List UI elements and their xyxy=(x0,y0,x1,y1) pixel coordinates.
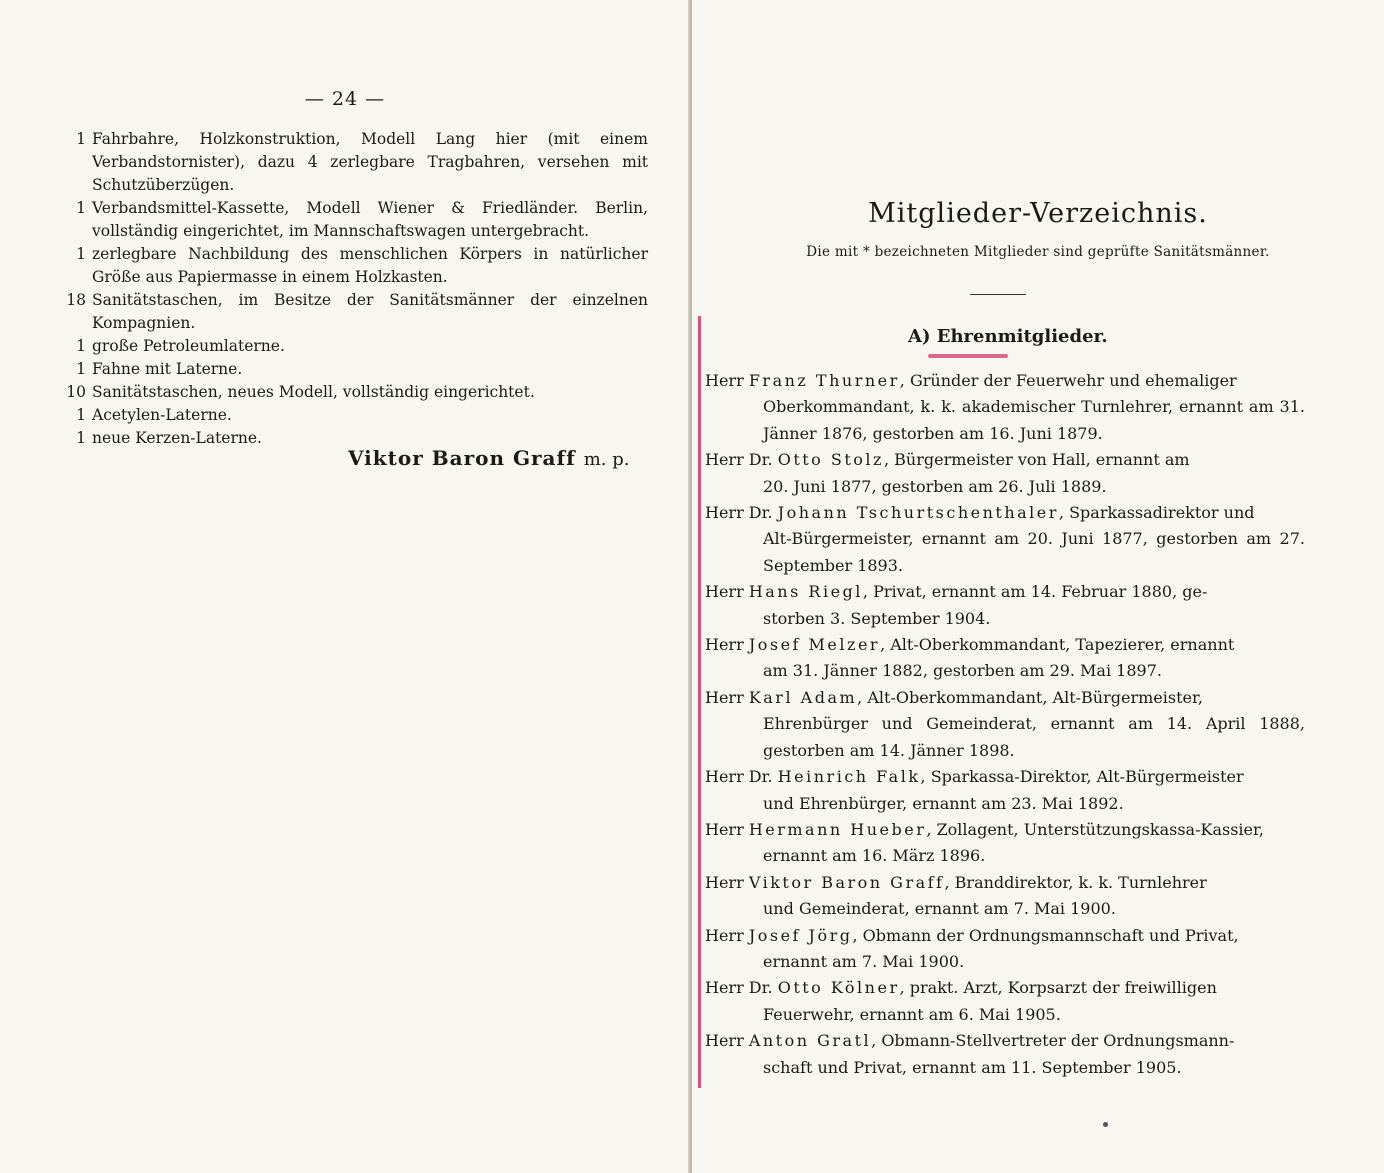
item-text: zerlegbare Nachbildung des menschlichen Körpers in natürlicher Größe aus Papiermasse in einem Holzkasten. xyxy=(92,245,648,286)
item-quantity: 1 xyxy=(76,429,86,447)
item-quantity: 1 xyxy=(76,130,86,148)
item-quantity: 18 xyxy=(66,291,86,309)
ink-dot xyxy=(1103,1122,1108,1127)
item-quantity: 1 xyxy=(76,199,86,217)
member-details: , Privat, ernannt am 14. Februar 1880, ge- xyxy=(862,582,1208,602)
margin-pencil-mark xyxy=(698,316,701,1088)
member-details: , Obmann der Ordnungsmannschaft und Privat, xyxy=(852,925,1239,945)
item-quantity: 1 xyxy=(76,245,86,263)
signature-suffix: m. p. xyxy=(583,449,630,470)
member-details: , Alt-Oberkommandant, Tapezierer, ernannt xyxy=(880,635,1235,655)
member-prefix: Herr xyxy=(705,925,744,945)
member-prefix: Herr xyxy=(705,582,744,602)
member-name: Heinrich Falk xyxy=(777,767,921,787)
member-prefix: Herr Dr. xyxy=(705,450,773,470)
divider xyxy=(970,294,1026,295)
member-prefix: Herr Dr. xyxy=(705,978,773,998)
list-item xyxy=(705,579,1305,632)
member-continuation: storben 3. September 1904. xyxy=(763,608,991,628)
member-name: Hermann Hueber xyxy=(748,819,927,839)
member-name: Karl Adam xyxy=(748,687,858,707)
member-continuation: am 31. Jänner 1882, gestorben am 29. Mai 1897. xyxy=(763,661,1162,681)
member-name: Johann Tschurtschenthaler xyxy=(777,503,1059,523)
member-details: , prakt. Arzt, Korpsarzt der freiwilligen xyxy=(899,978,1217,998)
item-text: Sanitätstaschen, neues Modell, vollständig eingerichtet. xyxy=(92,383,535,401)
member-prefix: Herr xyxy=(705,1031,744,1051)
member-details: , Sparkassa-Direktor, Alt-Bürgermeister xyxy=(920,767,1244,787)
member-name: Anton Gratl xyxy=(748,1031,872,1051)
member-continuation: Oberkommandant, k. k. akademischer Turnlehrer, ernannt am 31. Jänner 1876, gestorben am 16. Juni 1879. xyxy=(763,397,1305,443)
item-text: Acetylen-Laterne. xyxy=(92,406,232,424)
member-continuation: und Ehrenbürger, ernannt am 23. Mai 1892. xyxy=(763,793,1124,813)
item-text: neue Kerzen-Laterne. xyxy=(92,429,262,447)
member-details: , Sparkassadirektor und xyxy=(1058,503,1255,523)
list-item xyxy=(68,381,648,404)
list-item xyxy=(705,632,1305,685)
list-item xyxy=(705,368,1305,447)
list-item xyxy=(705,975,1305,1028)
member-continuation: Ehrenbürger und Gemeinderat, ernannt am 14. April 1888, gestorben am 14. Jänner 1898. xyxy=(763,714,1305,760)
member-details: , Alt-Oberkommandant, Alt-Bürgermeister, xyxy=(857,687,1203,707)
member-name: Josef Jörg xyxy=(748,925,853,945)
member-prefix: Herr xyxy=(705,371,744,390)
list-item xyxy=(68,335,648,358)
list-item xyxy=(705,447,1305,500)
item-text: Fahne mit Laterne. xyxy=(92,360,243,378)
inventory-list xyxy=(68,128,648,450)
member-details: , Obmann-Stellvertreter der Ordnungsmann- xyxy=(871,1031,1235,1051)
list-item xyxy=(705,1028,1305,1081)
page-subtitle: Die mit * bezeichneten Mitglieder sind geprüfte Sanitätsmänner. xyxy=(806,244,1270,260)
item-text: große Petroleumlaterne. xyxy=(92,337,285,355)
list-item xyxy=(705,685,1305,764)
item-text: Fahrbahre, Holzkonstruktion, Modell Lang hier (mit einem Verbandstornister), dazu 4 zerlegbare Tragbahren, versehen mit Schutzüberzügen. xyxy=(92,130,648,194)
member-continuation: und Gemeinderat, ernannt am 7. Mai 1900. xyxy=(763,899,1116,919)
member-prefix: Herr Dr. xyxy=(705,503,773,523)
section-heading: A) Ehrenmitglieder. xyxy=(908,326,1108,347)
member-details: , Bürgermeister von Hall, ernannt am xyxy=(883,450,1190,470)
signature xyxy=(348,446,630,470)
item-text: Sanitätstaschen, im Besitze der Sanitätsmänner der einzelnen Kompagnien. xyxy=(92,291,648,332)
list-item xyxy=(68,128,648,197)
item-text: Verbandsmittel-Kassette, Modell Wiener & Friedländer. Berlin, vollständig eingerichtet, im Mannschaftswagen untergebracht. xyxy=(92,199,648,240)
item-quantity: 10 xyxy=(66,383,86,401)
member-prefix: Herr xyxy=(705,819,744,839)
member-continuation: Feuerwehr, ernannt am 6. Mai 1905. xyxy=(763,1004,1061,1024)
member-prefix: Herr xyxy=(705,872,744,892)
member-prefix: Herr xyxy=(705,687,744,707)
item-quantity: 1 xyxy=(76,360,86,378)
item-quantity: 1 xyxy=(76,337,86,355)
member-continuation: schaft und Privat, ernannt am 11. September 1905. xyxy=(763,1057,1182,1077)
list-item xyxy=(705,817,1305,870)
member-continuation: ernannt am 7. Mai 1900. xyxy=(763,951,965,971)
page-number: — 24 — xyxy=(304,88,386,110)
list-item xyxy=(68,358,648,381)
member-list xyxy=(705,368,1305,1081)
member-details: , Gründer der Feuerwehr und ehemaliger xyxy=(899,371,1237,390)
member-details: , Zollagent, Unterstützungskassa-Kassier, xyxy=(926,819,1264,839)
page-title: Mitglieder-Verzeichnis. xyxy=(868,198,1208,229)
member-details: , Branddirektor, k. k. Turnlehrer xyxy=(944,872,1207,892)
item-quantity: 1 xyxy=(76,406,86,424)
list-item xyxy=(68,243,648,289)
member-prefix: Herr Dr. xyxy=(705,767,773,787)
member-name: Josef Melzer xyxy=(748,635,881,655)
member-continuation: ernannt am 16. März 1896. xyxy=(763,846,986,866)
member-continuation: Alt-Bürgermeister, ernannt am 20. Juni 1877, gestorben am 27. September 1893. xyxy=(763,529,1305,575)
member-prefix: Herr xyxy=(705,635,744,655)
list-item xyxy=(705,500,1305,579)
list-item xyxy=(705,870,1305,923)
list-item xyxy=(68,404,648,427)
list-item xyxy=(705,764,1305,817)
member-name: Viktor Baron Graff xyxy=(748,872,945,892)
left-page xyxy=(0,0,690,1173)
member-name: Otto Stolz xyxy=(777,450,884,470)
signature-name: Viktor Baron Graff xyxy=(348,446,576,470)
member-continuation: 20. Juni 1877, gestorben am 26. Juli 1889. xyxy=(763,476,1107,496)
section-underline-mark xyxy=(928,354,1008,358)
list-item xyxy=(705,923,1305,976)
member-name: Hans Riegl xyxy=(748,582,863,602)
member-name: Franz Thurner xyxy=(748,371,900,390)
list-item xyxy=(68,289,648,335)
member-name: Otto Kölner xyxy=(777,978,900,998)
list-item xyxy=(68,197,648,243)
